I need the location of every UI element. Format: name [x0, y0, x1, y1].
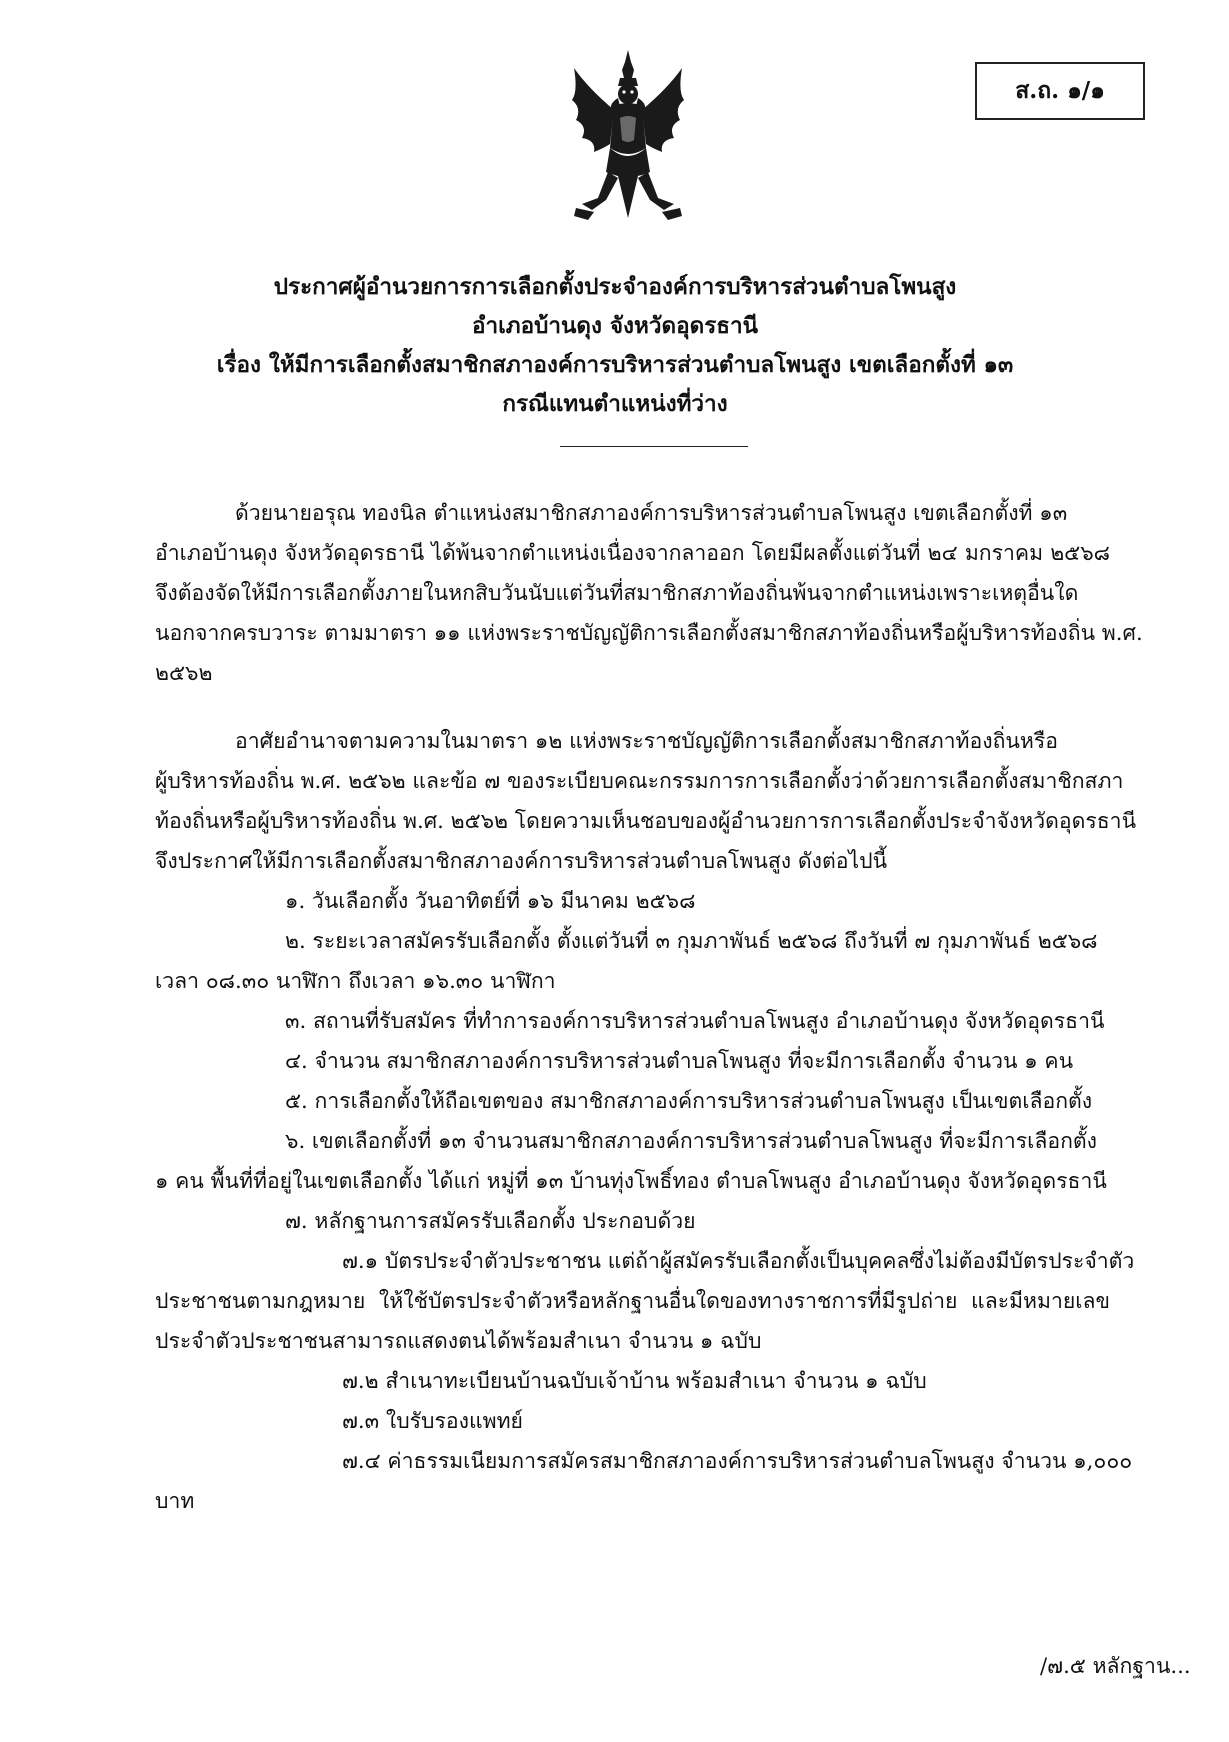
garuda-emblem-icon [568, 48, 688, 226]
paragraph-line: อำเภอบ้านดุง จังหวัดอุดรธานี ได้พ้นจากตำแหน่งเนื่องจากลาออก โดยมีผลตั้งแต่วันที่ ๒๔ มกราคม ๒๕๖๘ [155, 540, 1110, 565]
list-item: ๓. สถานที่รับสมัคร ที่ทำการองค์การบริหารส่วนตำบลโพนสูง อำเภอบ้านดุง จังหวัดอุดรธานี [285, 1008, 1105, 1033]
paragraph-line: ด้วยนายอรุณ ทองนิล ตำแหน่งสมาชิกสภาองค์การบริหารส่วนตำบลโพนสูง เขตเลือกตั้งที่ ๑๓ [235, 500, 1068, 525]
continuation-note: /๗.๕ หลักฐาน... [1040, 1653, 1191, 1678]
list-item: ๔. จำนวน สมาชิกสภาองค์การบริหารส่วนตำบลโพนสูง ที่จะมีการเลือกตั้ง จำนวน ๑ คน [285, 1048, 1074, 1073]
sub-item: ๗.๑ บัตรประจำตัวประชาชน แต่ถ้าผู้สมัครรับเลือกตั้งเป็นบุคคลซึ่งไม่ต้องมีบัตรประจำตัว [342, 1248, 1135, 1273]
list-item: ๑. วันเลือกตั้ง วันอาทิตย์ที่ ๑๖ มีนาคม ๒๕๖๘ [285, 888, 696, 913]
list-item: ๒. ระยะเวลาสมัครรับเลือกตั้ง ตั้งแต่วันที่ ๓ กุมภาพันธ์ ๒๕๖๘ ถึงวันที่ ๗ กุมภาพันธ์ ๒๕๖๘ [285, 928, 1098, 953]
announcement-body [155, 493, 1143, 1521]
list-item-continuation: ๑ คน พื้นที่ที่อยู่ในเขตเลือกตั้ง ได้แก่ หมู่ที่ ๑๓ บ้านทุ่งโพธิ์ทอง ตำบลโพนสูง อำเภอบ้านดุง จังหวัดอุดรธานี [155, 1168, 1107, 1193]
title-divider [560, 446, 748, 447]
paragraph-line: อาศัยอำนาจตามความในมาตรา ๑๒ แห่งพระราชบัญญัติการเลือกตั้งสมาชิกสภาท้องถิ่นหรือ [235, 728, 1058, 753]
paragraph-line: ผู้บริหารท้องถิ่น พ.ศ. ๒๕๖๒ และข้อ ๗ ของระเบียบคณะกรรมการการเลือกตั้งว่าด้วยการเลือกตั้งสมาชิกสภา [155, 768, 1124, 793]
form-code-box [975, 62, 1145, 120]
paragraph-line: ๒๕๖๒ [155, 660, 213, 685]
list-item-continuation: เวลา ๐๘.๓๐ นาฬิกา ถึงเวลา ๑๖.๓๐ นาฬิกา [155, 968, 556, 993]
paragraph-line: ท้องถิ่นหรือผู้บริหารท้องถิ่น พ.ศ. ๒๕๖๒ โดยความเห็นชอบของผู้อำนวยการการเลือกตั้งประจำจังหวัดอุดรธานี [155, 808, 1137, 833]
sub-item-continuation: ประชาชนตามกฎหมาย ให้ใช้บัตรประจำตัวหรือหลักฐานอื่นใดของทางราชการที่มีรูปถ่าย และมีหมายเลข [155, 1288, 1110, 1313]
paragraph-line: จึงประกาศให้มีการเลือกตั้งสมาชิกสภาองค์การบริหารส่วนตำบลโพนสูง ดังต่อไปนี้ [155, 848, 888, 873]
title-line: อำเภอบ้านดุง จังหวัดอุดรธานี [471, 313, 759, 339]
sub-item-continuation: ประจำตัวประชาชนสามารถแสดงตนได้พร้อมสำเนา จำนวน ๑ ฉบับ [155, 1328, 762, 1353]
list-item: ๖. เขตเลือกตั้งที่ ๑๓ จำนวนสมาชิกสภาองค์การบริหารส่วนตำบลโพนสูง ที่จะมีการเลือกตั้ง [285, 1128, 1098, 1153]
sub-item-continuation: บาท [155, 1488, 195, 1513]
sub-item: ๗.๔ ค่าธรรมเนียมการสมัครสมาชิกสภาองค์การบริหารส่วนตำบลโพนสูง จำนวน ๑,๐๐๐ [342, 1448, 1133, 1473]
paragraph-line: จึงต้องจัดให้มีการเลือกตั้งภายในหกสิบวันนับแต่วันที่สมาชิกสภาท้องถิ่นพ้นจากตำแหน่งเพราะเหตุอื่นใด [155, 580, 1079, 605]
sub-item: ๗.๒ สำเนาทะเบียนบ้านฉบับเจ้าบ้าน พร้อมสำเนา จำนวน ๑ ฉบับ [342, 1368, 927, 1393]
title-line: กรณีแทนตำแหน่งที่ว่าง [502, 391, 728, 417]
title-line: ประกาศผู้อำนวยการการเลือกตั้งประจำองค์การบริหารส่วนตำบลโพนสูง [273, 274, 957, 300]
sub-item: ๗.๓ ใบรับรองแพทย์ [342, 1408, 523, 1433]
list-item: ๕. การเลือกตั้งให้ถือเขตของ สมาชิกสภาองค์การบริหารส่วนตำบลโพนสูง เป็นเขตเลือกตั้ง [285, 1088, 1093, 1113]
announcement-title [160, 268, 1070, 424]
form-code: ส.ถ. ๑/๑ [1015, 77, 1105, 104]
paragraph-line: นอกจากครบวาระ ตามมาตรา ๑๑ แห่งพระราชบัญญัติการเลือกตั้งสมาชิกสภาท้องถิ่นหรือผู้บริหารท้องถิ่น พ.ศ. [155, 620, 1143, 645]
title-line: เรื่อง ให้มีการเลือกตั้งสมาชิกสภาองค์การบริหารส่วนตำบลโพนสูง เขตเลือกตั้งที่ ๑๓ [216, 352, 1014, 378]
list-item: ๗. หลักฐานการสมัครรับเลือกตั้ง ประกอบด้วย [285, 1208, 696, 1233]
